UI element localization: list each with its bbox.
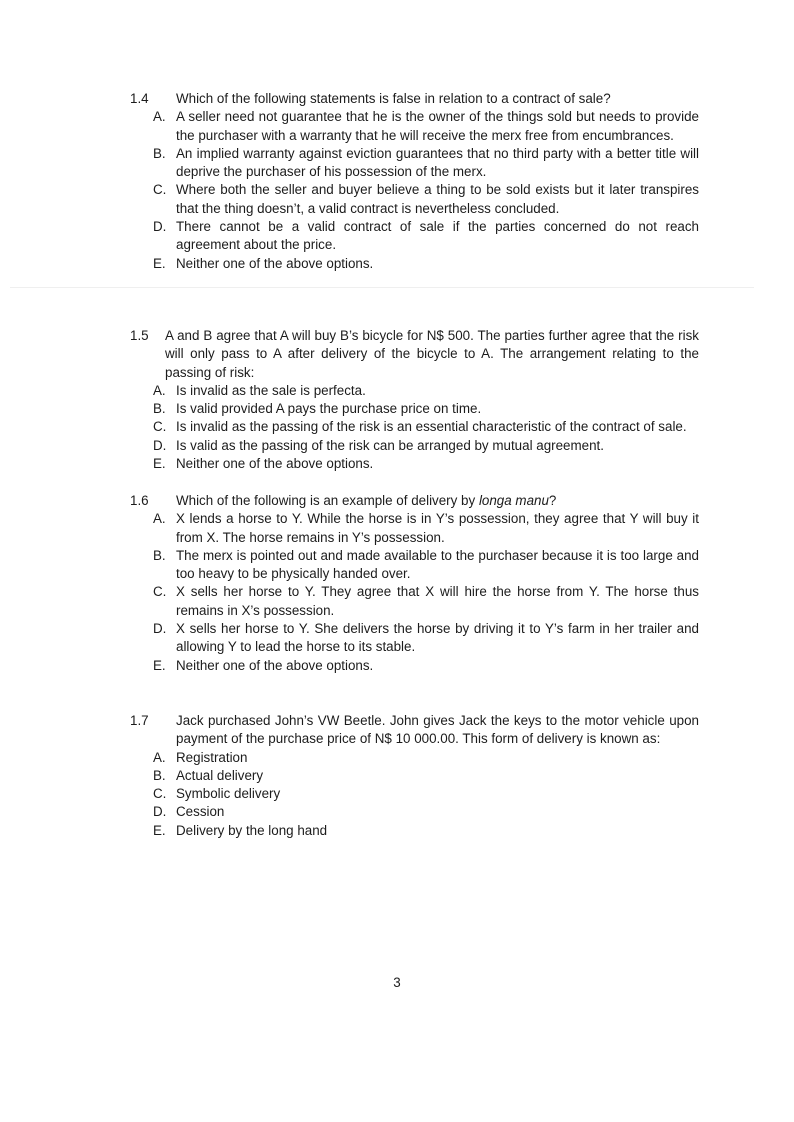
option-b (130, 767, 699, 785)
option-letter: C. (153, 786, 167, 802)
option-letter: A. (153, 109, 166, 125)
option-e (130, 255, 699, 273)
question-stem (130, 712, 699, 749)
option-text: Symbolic delivery (176, 786, 281, 802)
option-letter: B. (153, 767, 166, 783)
option-letter: B. (153, 547, 166, 563)
option-text: Neither one of the above options. (176, 657, 374, 673)
question-text-italic: longa manu (478, 493, 549, 508)
question-text-part: ? (548, 493, 557, 508)
option-letter: B. (153, 145, 166, 161)
option-text: Registration (176, 749, 248, 765)
option-c (130, 181, 699, 218)
question-stem (130, 90, 699, 108)
option-a (130, 510, 699, 547)
option-letter: E. (153, 822, 166, 838)
question-number: 1.5 (130, 328, 149, 343)
option-letter: D. (153, 621, 167, 637)
question-text (130, 492, 699, 510)
option-text: Is invalid as the passing of the risk is an essential characteristic of the contract of sale. (176, 419, 687, 435)
option-text: Is valid as the passing of the risk can be arranged by mutual agreement. (176, 437, 604, 453)
question-number: 1.4 (130, 91, 149, 106)
option-list (130, 108, 699, 273)
option-text: Neither one of the above options. (176, 255, 374, 271)
option-letter: D. (153, 804, 167, 820)
option-list (130, 749, 699, 840)
option-text: An implied warranty against eviction guarantees that no third party with a better title will deprive the purchaser of his possession of the merx. (176, 145, 699, 180)
option-letter: E. (153, 657, 166, 673)
option-list (130, 382, 699, 473)
question-stem (130, 492, 699, 510)
question-text-part: Which of the following is an example of delivery by (176, 493, 479, 508)
option-c (130, 583, 699, 620)
option-c (130, 785, 699, 803)
option-a (130, 749, 699, 767)
question-text: Jack purchased John’s VW Beetle. John gives Jack the keys to the motor vehicle upon payment of the purchase price of N$ 10 000.00. This form of delivery is known as: (176, 713, 699, 747)
option-letter: E. (153, 255, 166, 271)
option-letter: D. (153, 219, 167, 235)
option-text: X lends a horse to Y. While the horse is in Y’s possession, they agree that Y will buy it from X. The horse remains in Y’s possession. (176, 511, 699, 545)
option-e (130, 455, 699, 473)
option-b (130, 400, 699, 418)
option-text: Where both the seller and buyer believe a thing to be sold exists but it later transpires that the thing doesn’t, a valid contract is nevertheless concluded. (176, 182, 699, 216)
question-text: Which of the following statements is false in relation to a contract of sale? (176, 91, 611, 106)
option-d (130, 803, 699, 821)
option-letter: A. (153, 511, 166, 527)
option-letter: A. (153, 382, 166, 398)
option-letter: C. (153, 584, 167, 600)
option-a (130, 382, 699, 400)
option-b (130, 547, 699, 584)
option-b (130, 145, 699, 182)
option-letter: B. (153, 401, 166, 417)
option-text: Is invalid as the sale is perfecta. (176, 382, 366, 398)
option-c (130, 418, 699, 436)
question-1-7 (130, 712, 699, 840)
option-text: Cession (176, 804, 225, 820)
option-letter: D. (153, 437, 167, 453)
question-text: A and B agree that A will buy B’s bicycle for N$ 500. The parties further agree that the risk will only pass to A after delivery of the bicycle to A. The arrangement relating to the passing of risk: (165, 328, 699, 380)
option-text: A seller need not guarantee that he is the owner of the things sold but needs to provide the purchaser with a warranty that he will receive the merx free from encumbrances. (176, 109, 699, 143)
option-d (130, 437, 699, 455)
page-number: 3 (393, 975, 401, 990)
option-letter: A. (153, 749, 166, 765)
option-e (130, 822, 699, 840)
option-text: Neither one of the above options. (176, 456, 374, 472)
question-number: 1.6 (130, 493, 149, 508)
option-letter: C. (153, 419, 167, 435)
question-1-6 (130, 492, 699, 675)
option-text: The merx is pointed out and made available to the purchaser because it is too large and too heavy to be physically handed over. (176, 547, 699, 582)
question-1-5 (130, 327, 699, 473)
question-1-4 (130, 90, 699, 273)
option-text: Delivery by the long hand (176, 822, 328, 838)
option-list (130, 510, 699, 675)
option-d (130, 620, 699, 657)
option-e (130, 657, 699, 675)
option-text: Actual delivery (176, 767, 264, 783)
option-text: X sells her horse to Y. They agree that X will hire the horse from Y. The horse thus remains in X’s possession. (176, 584, 699, 618)
option-text: Is valid provided A pays the purchase price on time. (176, 401, 482, 417)
option-d (130, 218, 699, 255)
option-letter: C. (153, 182, 167, 198)
question-stem (130, 327, 699, 382)
faint-divider (10, 287, 754, 288)
option-letter: E. (153, 456, 166, 472)
option-a (130, 108, 699, 145)
option-text: X sells her horse to Y. She delivers the horse by driving it to Y’s farm in her trailer and allowing Y to lead the horse to its stable. (176, 621, 699, 655)
option-text: There cannot be a valid contract of sale if the parties concerned do not reach agreement about the price. (176, 219, 699, 253)
question-number: 1.7 (130, 713, 149, 728)
